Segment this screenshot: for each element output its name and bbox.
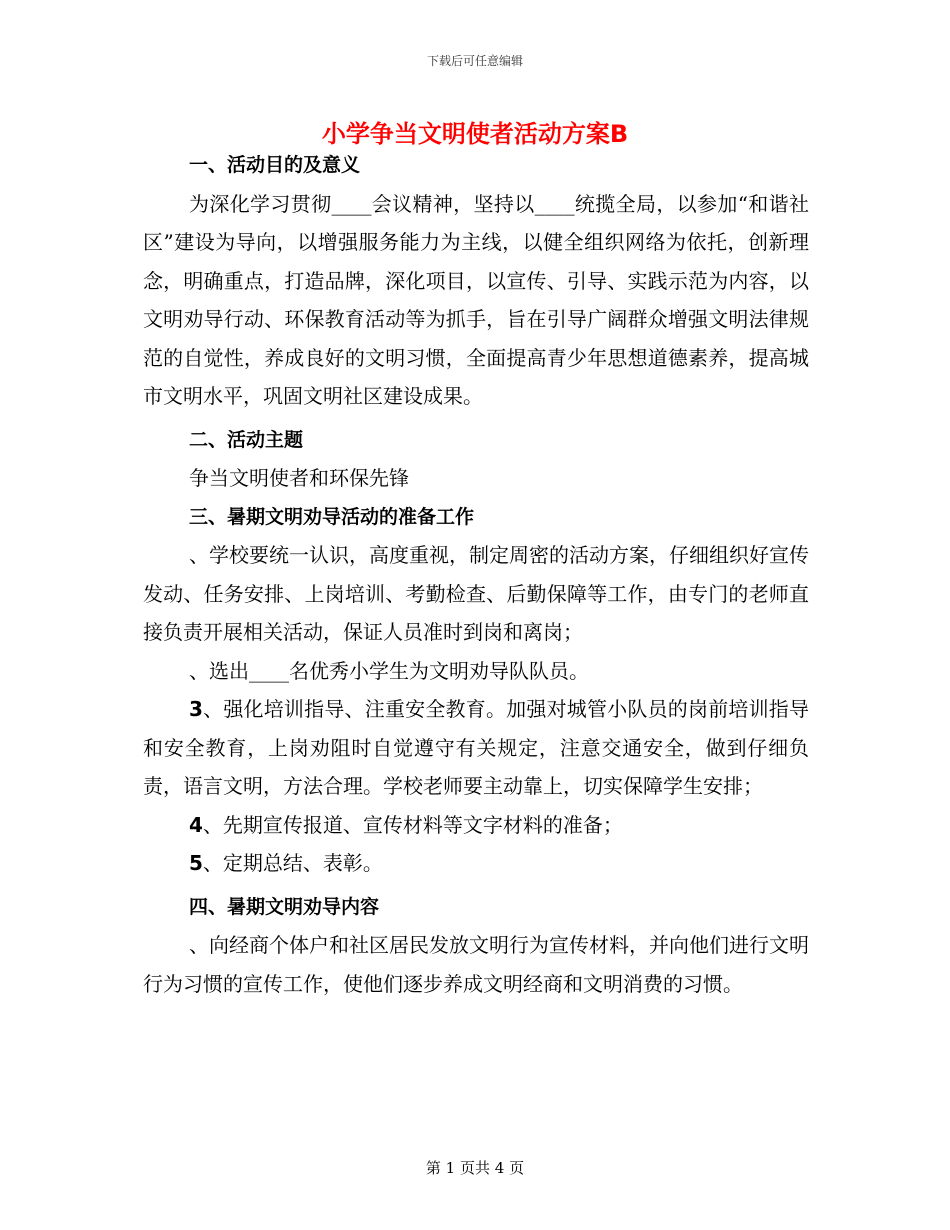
section-4-paragraph: 、向经商个体户和社区居民发放文明行为宣传材料，并向他们进行文明行为习惯的宣传工作，使他们逐步养成文明经商和文明消费的习惯。: [143, 933, 809, 996]
section-3-paragraph-2: 、选出____名优秀小学生为文明劝导队队员。: [189, 658, 589, 683]
item-number: 4: [189, 812, 203, 837]
section-3-paragraph-1: 、学校要统一认识，高度重视，制定周密的活动方案，仔细组织好宣传发动、任务安排、上岗培训、考勤检查、后勤保障等工作，由专门的老师直接负责开展相关活动，保证人员准时到岗和离岗；: [143, 543, 809, 644]
section-2-paragraph: 争当文明使者和环保先锋: [189, 466, 409, 490]
section-3-paragraph-5: [143, 844, 809, 883]
section-3-paragraph-3: [143, 690, 809, 806]
item-text: 、先期宣传报道、宣传材料等文字材料的准备；: [202, 812, 623, 837]
section-heading-1: 一、活动目的及意义: [189, 154, 361, 176]
item-number: 5: [189, 851, 203, 875]
item-text: 、定期总结、表彰。: [202, 851, 383, 875]
page-header: 下载后可任意编辑: [426, 54, 523, 68]
section-heading-4: 四、暑期文明劝导内容: [189, 895, 380, 918]
item-text: 、强化培训指导、注重安全教育。加强对城管小队员的岗前培训指导和安全教育，上岗劝阻时自觉遵守有关规定，注意交通安全，做到仔细负责，语言文明，方法合理。学校老师要主动靠上，切实保障学生安排；: [143, 697, 809, 798]
document-body: [143, 146, 809, 1003]
section-heading-3: 三、暑期文明劝导活动的准备工作: [189, 505, 475, 528]
section-heading-2: 二、活动主题: [189, 428, 304, 451]
section-1-paragraph: 为深化学习贯彻____会议精神，坚持以____统揽全局，以参加“和谐社区”建设为导向，以增强服务能力为主线，以健全组织网络为依托，创新理念，明确重点，打造品牌，深化项目，以宣传、引导、实践示范为内容，以文明劝导行动、环保教育活动等为抓手，旨在引导广阔群众增强文明法律规范的自觉性，养成良好的文明习惯，全面提高青少年思想道德素养，提高城市文明水平，巩固文明社区建设成果。: [143, 191, 809, 408]
section-3-paragraph-4: [143, 806, 809, 845]
document-title: 小学争当文明使者活动方案B: [321, 120, 629, 148]
item-number: 3: [189, 697, 203, 721]
page-footer: 第 1 页共 4 页: [425, 1159, 525, 1177]
